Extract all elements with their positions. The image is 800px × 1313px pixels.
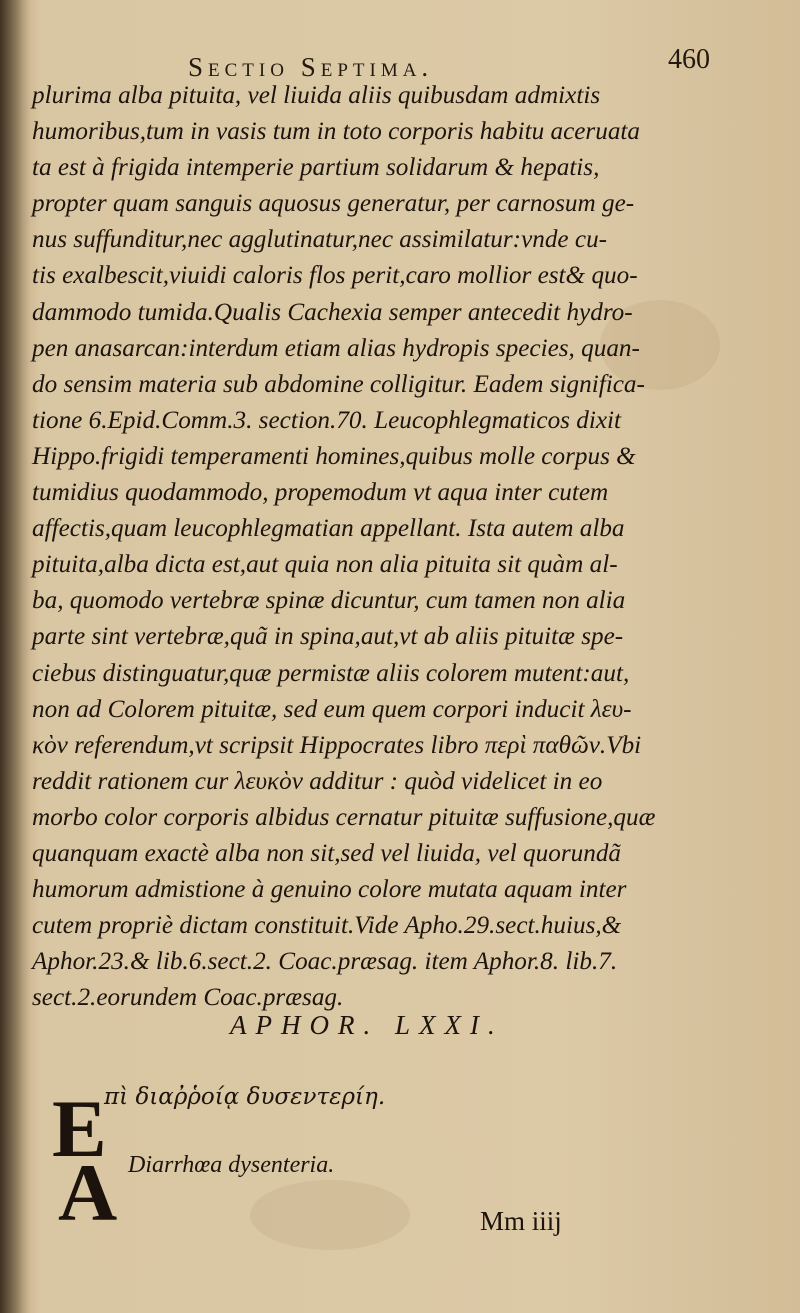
body-text [32, 78, 722, 1016]
text-line: quanquam exactè alba non sit,sed vel liuida, vel quorundã [32, 839, 622, 867]
text-line: tis exalbescit,viuidi caloris flos perit,caro mollior est& quo- [32, 262, 638, 290]
aphorism-greek-text: πὶ διαῤῥοίᾳ δυσεντερίη. [104, 1084, 386, 1110]
text-line: sect.2.eorundem Coac.præsag. [32, 984, 344, 1012]
text-line: tione 6.Epid.Comm.3. section.70. Leucophlegmaticos dixit [32, 406, 622, 434]
text-line: pen anasarcan:interdum etiam alias hydropis species, quan- [32, 334, 640, 362]
text-line: parte sint vertebræ,quã in spina,aut,vt ab aliis pituitæ spe- [32, 623, 624, 651]
drop-cap-e: E [52, 1083, 107, 1174]
signature-mark: Mm iiij [480, 1206, 562, 1236]
text-line: humoribus,tum in vasis tum in toto corporis habitu aceruata [32, 118, 641, 146]
text-line: κὸν referendum,vt scripsit Hippocrates libro περὶ παθῶν.Vbi [32, 731, 642, 759]
text-line: ciebus distinguatur,quæ permistæ aliis colorem mutent:aut, [32, 659, 630, 687]
text-line: ba, quomodo vertebræ spinæ dicuntur, cum tamen non alia [32, 587, 626, 615]
text-line: dammodo tumida.Qualis Cachexia semper antecedit hydro- [32, 298, 633, 326]
text-line: cutem propriè dictam constituit.Vide Apho.29.sect.huius,& [32, 912, 622, 940]
paper-stain [250, 1180, 410, 1250]
text-line: non ad Colorem pituitæ, sed eum quem corpori inducit λευ- [32, 695, 632, 723]
text-line: ta est à frigida intemperie partium solidarum & hepatis, [32, 154, 600, 182]
text-line: humorum admistione à genuino colore mutata aquam inter [32, 876, 627, 904]
text-line: tumidius quodammodo, propemodum vt aqua inter cutem [32, 479, 609, 507]
text-line: morbo color corporis albidus cernatur pituitæ suffusione,quæ [32, 803, 656, 831]
text-line: do sensim materia sub abdomine colligitur. Eadem significa- [32, 370, 645, 398]
text-line: reddit rationem cur λευκὸν additur : quòd videlicet in eo [32, 767, 603, 795]
drop-cap-a: A [58, 1147, 118, 1238]
aphorism-latin-text: Diarrhœa dysenteria. [128, 1152, 335, 1178]
folio-number: 460 [668, 44, 710, 75]
text-line: propter quam sanguis aquosus generatur, per carnosum ge- [32, 190, 635, 218]
gutter-shadow [0, 0, 30, 1313]
text-line: Aphor.23.& lib.6.sect.2. Coac.præsag. item Aphor.8. lib.7. [32, 948, 618, 976]
text-line: pituita,alba dicta est,aut quia non alia pituita sit quàm al- [32, 551, 618, 579]
text-line: affectis,quam leucophlegmatian appellant. Ista autem alba [32, 515, 625, 543]
running-head: Sectio Septima. [188, 52, 434, 82]
text-line: nus suffunditur,nec agglutinatur,nec assimilatur:vnde cu- [32, 226, 608, 254]
aphorism-heading: APHOR. LXXI. [230, 1010, 504, 1040]
text-line: Hippo.frigidi temperamenti homines,quibus molle corpus & [32, 442, 636, 470]
text-line: plurima alba pituita, vel liuida aliis quibusdam admixtis [32, 82, 601, 109]
